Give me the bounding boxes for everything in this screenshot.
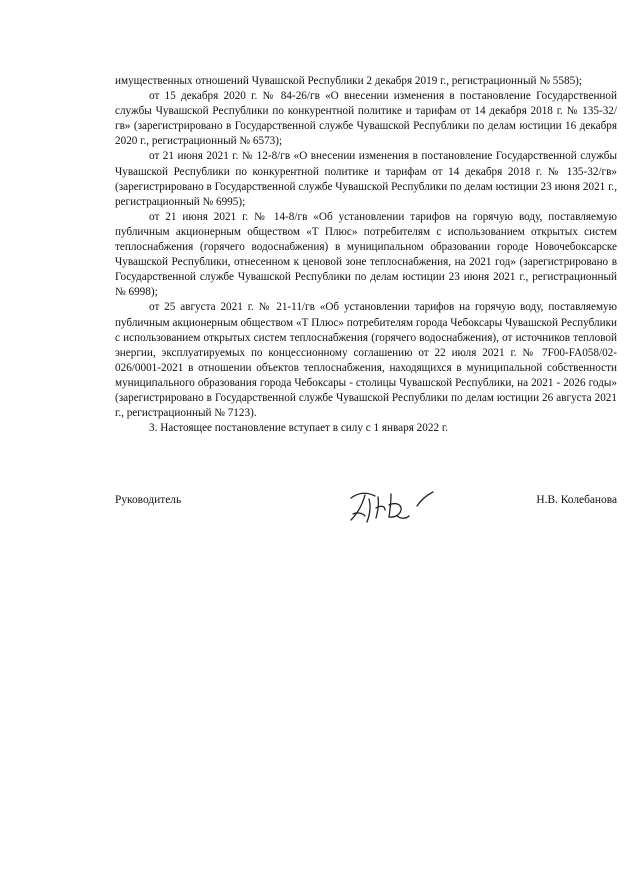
handwritten-signature <box>345 484 460 526</box>
effective-date-paragraph: 3. Настоящее постановление вступает в силу с 1 января 2022 г. <box>149 422 448 435</box>
paragraph-item: от 15 декабря 2020 г. № 84-26/гв «О внесении изменения в постановление Государственной службы Чувашской Республики по конкурентной политике и тарифам от 14 декабря 2018 г. № 135-32/гв» (зарегистрировано в Государственной службе Чувашской Республики по делам юстиции 16 декабря 2020 г., регистрационный № 6573); <box>115 90 617 148</box>
paragraph-continuation: имущественных отношений Чувашской Республики 2 декабря 2019 г., регистрационный № 5585); <box>115 75 583 87</box>
position-title: Руководитель <box>115 494 182 506</box>
document-body <box>115 74 617 436</box>
paragraph-item: от 21 июня 2021 г. № 12-8/гв «О внесении изменения в постановление Государственной службы Чувашской Республики по конкурентной политике и тарифам от 14 декабря 2018 г. № 135-32/гв» (зарегистрировано в Государственной службе Чувашской Республики по делам юстиции 23 июня 2021 г., регистрационный № 6995); <box>115 150 617 208</box>
signer-name: Н.В. Колебанова <box>536 494 617 506</box>
signature-block <box>115 484 617 528</box>
paragraph-item: от 21 июня 2021 г. № 14-8/гв «Об установлении тарифов на горячую воду, поставляемую публичным акционерным обществом «Т Плюс» потребителям с использованием открытых систем теплоснабжения (горячего водоснабжения) в муниципальном образовании городе Новочебоксарске Чувашской Республики, отнесенном к ценовой зоне теплоснабжения, на 2021 год» (зарегистрировано в Государственной службе Чувашской Республики по делам юстиции 23 июня 2021 г., регистрационный № 6998); <box>115 210 617 299</box>
paragraph-item: от 25 августа 2021 г. № 21-11/гв «Об установлении тарифов на горячую воду, поставляемую публичным акционерным обществом «Т Плюс» потребителям города Чебоксары Чувашской Республики с использованием открытых систем теплоснабжения (горячего водоснабжения), от источников тепловой энергии, эксплуатируемых по концессионному соглашению от 22 июля 2021 г. № 7F00-FA058/02-026/0001-2021 в отношении объектов теплоснабжения, находящихся в муниципальной собственности муниципального образования города Чебоксары - столицы Чувашской Республики, на 2021 - 2026 годы» (зарегистрировано в Государственной службе Чувашской Республики по делам юстиции 26 августа 2021 г., регистрационный № 7123). <box>115 301 617 420</box>
